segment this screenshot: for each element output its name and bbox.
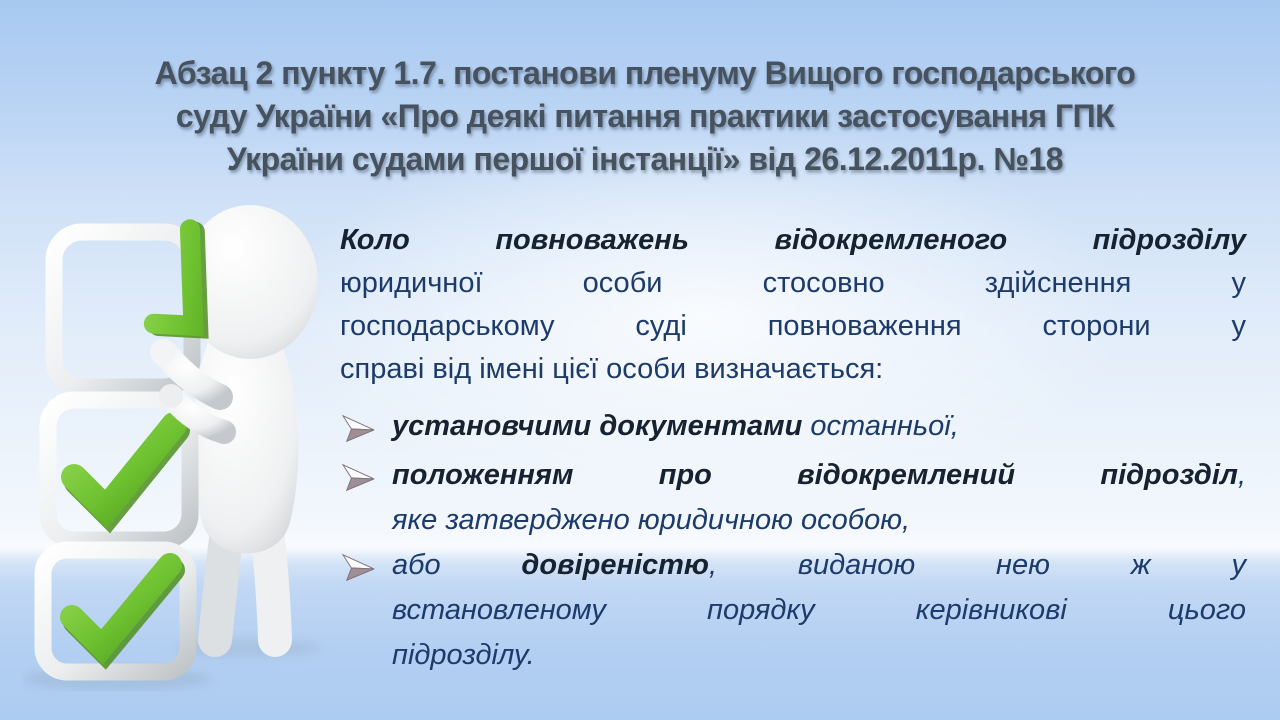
bullet-arrow-icon	[340, 404, 392, 453]
slide-title	[32, 52, 1258, 181]
bullet-text-line: положенням про відокремлений підрозділ,	[392, 459, 1246, 491]
paragraph-line: юридичної особи стосовно здійснення у	[340, 267, 1246, 299]
bullet-arrow-icon	[340, 453, 392, 543]
bullet-item	[340, 404, 1246, 453]
bullet-text-line: підрозділу.	[392, 639, 535, 671]
bullet-arrow-icon	[340, 543, 392, 678]
title-line-3: України судами першої інстанції» від 26.12.2011р. №18	[226, 141, 1064, 177]
bullet-text-line: установчими документами останньої,	[392, 410, 959, 442]
bullet-text-line: або довіреністю, виданою нею ж у	[392, 549, 1246, 581]
paragraph-lead-line	[340, 219, 1246, 262]
figure-illustration	[22, 192, 334, 692]
bullet-text-line: яке затверджено юридичною особою,	[392, 504, 911, 536]
figure-torso	[193, 329, 298, 554]
checkmark-icon	[74, 425, 177, 514]
checkmark-icon	[72, 565, 173, 652]
bullet-item	[340, 543, 1246, 678]
paragraph-lead-text: Коло повноважень відокремленого підрозділу	[340, 224, 1246, 256]
title-line-2: суду України «Про деякі питання практики застосування ГПК	[175, 98, 1115, 134]
figure-hand	[159, 384, 183, 408]
bullet-item	[340, 453, 1246, 543]
paragraph-line: справі від імені цієї особи визначається:	[340, 353, 884, 385]
bullet-text-line: встановленому порядку керівникові цього	[392, 594, 1246, 626]
figure-hand	[150, 339, 176, 365]
paragraph-line: господарському суді повноваження сторони у	[340, 310, 1246, 342]
bullet-list	[340, 404, 1246, 678]
checkboxes-figure-graphic	[22, 192, 334, 692]
title-line-1: Абзац 2 пункту 1.7. постанови пленуму Вищого господарського	[154, 55, 1136, 91]
body-text	[340, 219, 1246, 678]
